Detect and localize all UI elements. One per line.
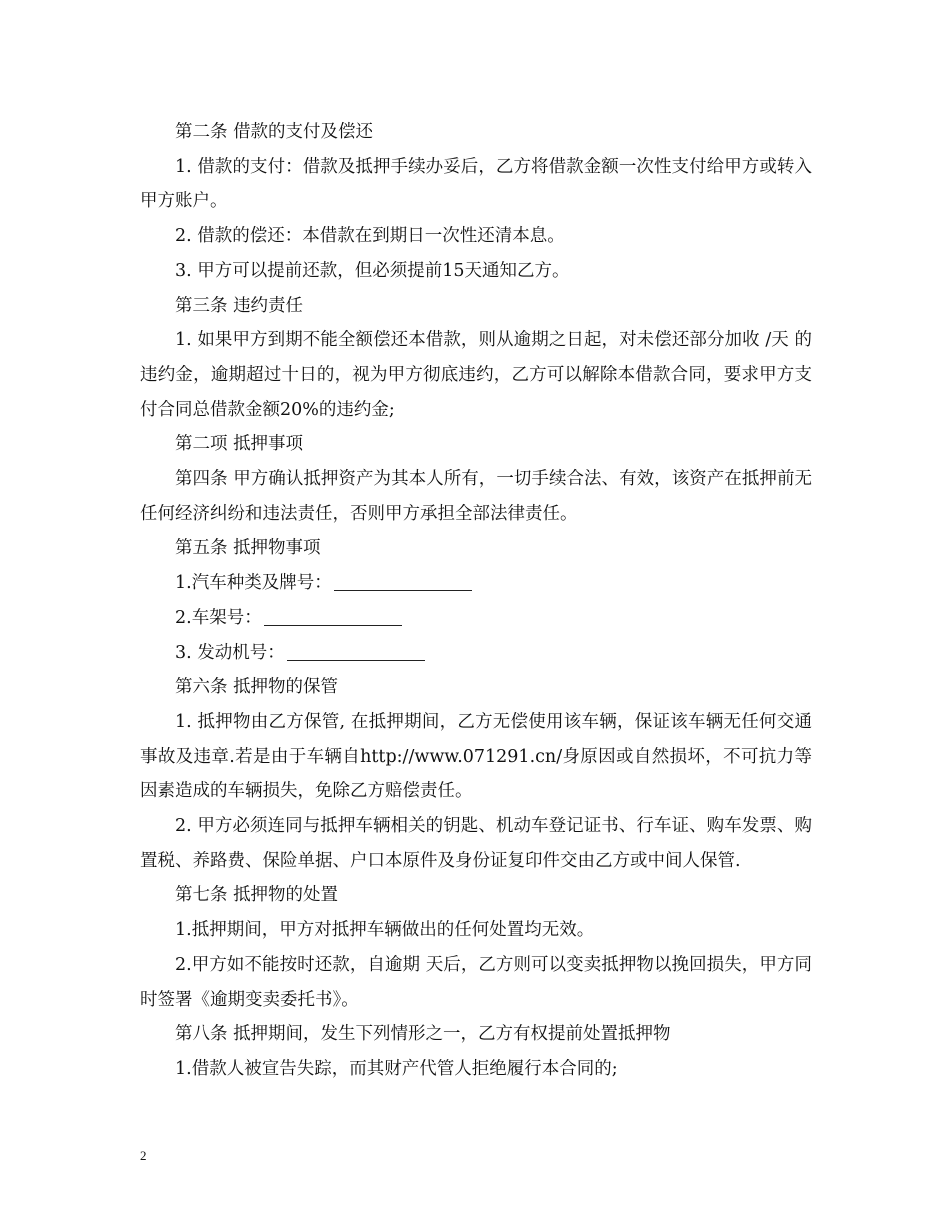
article-8-heading: 第八条 抵押期间，发生下列情形之一，乙方有权提前处置抵押物: [175, 1024, 671, 1045]
field-label: 3. 发动机号：: [175, 642, 285, 663]
article-6-clause-1: 1. 抵押物由乙方保管, 在抵押期间，乙方无偿使用该车辆，保证该车辆无任何交通事故及违章.若是由于车辆自http://www.071291.cn/身原因或自然损坏，不可抗力等因素造成的车辆损失，免除乙方赔偿责任。: [140, 711, 812, 802]
article-3-clause-1: 1. 如果甲方到期不能全额偿还本借款，则从逾期之日起，对未偿还部分加收 /天 的违约金，逾期超过十日的，视为甲方彻底违约，乙方可以解除本借款合同，要求甲方支付合同总借款金额20%的违约金;: [140, 330, 812, 420]
article-5-heading: 第五条 抵押物事项: [175, 538, 321, 559]
document-body: [140, 115, 812, 1087]
field-label: 1.汽车种类及牌号：: [175, 573, 332, 594]
article-6-clause-2: 2. 甲方必须连同与抵押车辆相关的钥匙、机动车登记证书、行车证、购车发票、购置税、养路费、保险单据、户口本原件及身份证复印件交由乙方或中间人保管.: [140, 816, 812, 871]
article-2-clause-1: 1. 借款的支付：借款及抵押手续办妥后，乙方将借款金额一次性支付给甲方或转入甲方账户。: [140, 156, 812, 212]
field-vehicle-type-plate: [140, 566, 812, 601]
article-7-clause-1: 1.抵押期间，甲方对抵押车辆做出的任何处置均无效。: [175, 920, 595, 941]
article-2-heading: 第二条 借款的支付及偿还: [175, 122, 374, 142]
article-2-clause-3: 3. 甲方可以提前还款，但必须提前15天通知乙方。: [175, 260, 570, 281]
fill-in-blank: [334, 573, 472, 592]
field-label: 2.车架号：: [175, 607, 262, 628]
fill-in-blank: [287, 642, 425, 661]
fill-in-blank: [264, 607, 402, 626]
article-7-heading: 第七条 抵押物的处置: [175, 885, 339, 906]
article-3-heading: 第三条 违约责任: [175, 295, 304, 316]
field-frame-number: [140, 601, 812, 636]
article-7-clause-2: 2.甲方如不能按时还款，自逾期 天后，乙方则可以变卖抵押物以挽回损失，甲方同时签署《逾期变卖委托书》。: [140, 954, 812, 1010]
article-2-clause-2: 2. 借款的偿还：本借款在到期日一次性还清本息。: [175, 226, 565, 247]
section-2-heading: 第二项 抵押事项: [175, 434, 304, 455]
article-8-clause-1: 1.借款人被宣告失踪，而其财产代管人拒绝履行本合同的;: [175, 1058, 618, 1079]
article-6-heading: 第六条 抵押物的保管: [175, 677, 339, 698]
page-number: 2: [140, 1148, 147, 1163]
article-4: 第四条 甲方确认抵押资产为其本人所有，一切手续合法、有效，该资产在抵押前无任何经济纠纷和违法责任，否则甲方承担全部法律责任。: [140, 469, 812, 524]
field-engine-number: [140, 636, 812, 671]
